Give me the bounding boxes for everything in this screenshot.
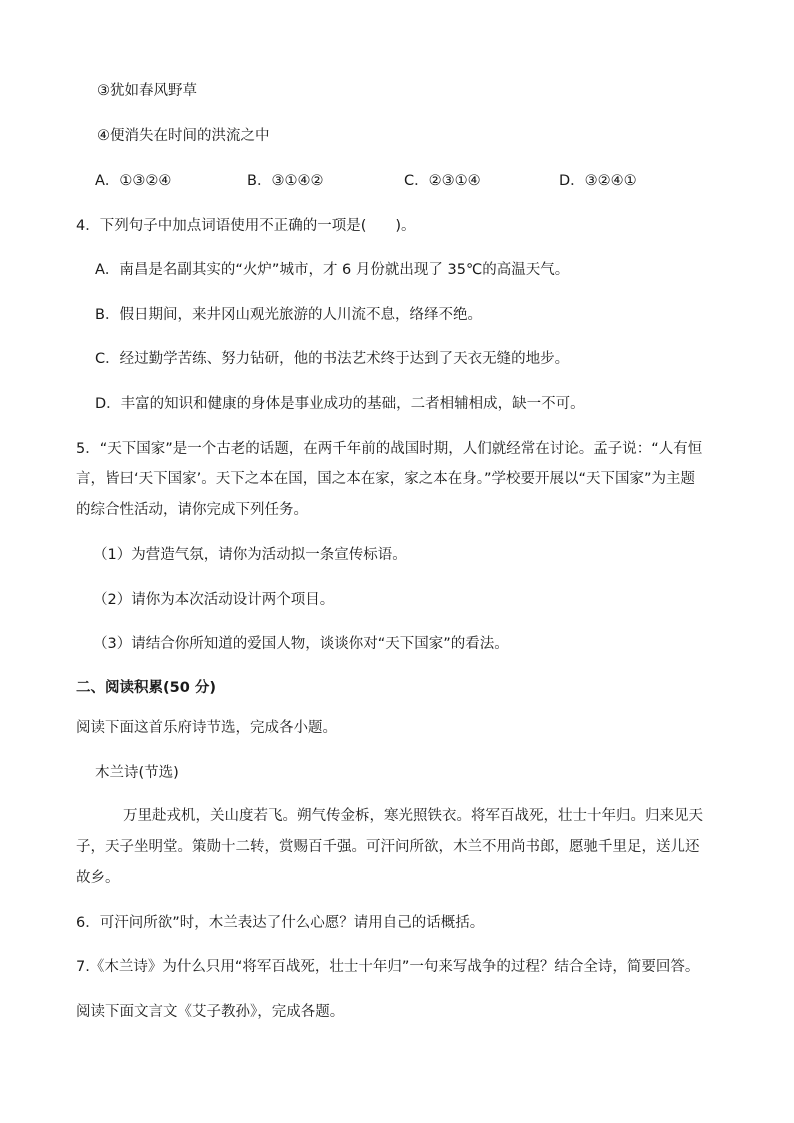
q3-option-c: C．②③①④ xyxy=(404,173,481,189)
question-6: 6．可汗问所欲”时，木兰表达了什么心愿？请用自己的话概括。 xyxy=(76,915,485,931)
poem-line-3: 故乡。 xyxy=(76,870,120,886)
q4-option-b: B．假日期间，来井冈山观光旅游的人川流不息，络绎不绝。 xyxy=(95,307,482,323)
q3-option-d: D．③②④① xyxy=(559,173,637,189)
poem-line-1: 万里赴戎机，关山度若飞。朔气传金柝，寒光照铁衣。将军百战死，壮士十年归。归来见天 xyxy=(123,808,703,824)
q3-option-b: B．③①④② xyxy=(247,173,324,189)
q5-task-1: （1）为营造气氛，请你为活动拟一条宣传标语。 xyxy=(93,547,407,563)
poem-title: 木兰诗(节选) xyxy=(95,765,179,781)
q5-stem-line-3: 的综合性活动，请你完成下列任务。 xyxy=(76,502,308,518)
question-7: 7.《木兰诗》为什么只用“将军百战死，壮士十年归”一句来写战争的过程？结合全诗，简要回答。 xyxy=(76,959,700,975)
q5-task-2: （2）请你为本次活动设计两个项目。 xyxy=(93,592,335,608)
q4-option-a: A．南昌是名副其实的“火炉”城市，才 6 月份就出现了 35℃的高温天气。 xyxy=(95,262,570,278)
q4-option-d: D．丰富的知识和健康的身体是事业成功的基础，二者相辅相成，缺一不可。 xyxy=(95,396,585,412)
section-intro: 阅读下面这首乐府诗节选，完成各小题。 xyxy=(76,720,337,736)
section-heading: 二、阅读积累(50 分) xyxy=(76,680,216,696)
q5-stem-line-1: 5．“天下国家”是一个古老的话题，在两千年前的战国时期，人们就经常在讨论。孟子说：“人有恒 xyxy=(76,441,703,457)
q5-stem-line-2: 言，皆曰‘天下国家’。天下之本在国，国之本在家，家之本在身。”学校要开展以“天下国家”为主题 xyxy=(76,471,696,487)
q3-option-a: A．①③②④ xyxy=(95,173,172,189)
poem-line-2: 子，天子坐明堂。策勋十二转，赏赐百千强。可汗问所欲，木兰不用尚书郎，愿驰千里足，送儿还 xyxy=(76,839,700,855)
q4-option-c: C．经过勤学苦练、努力钻研，他的书法艺术终于达到了天衣无缝的地步。 xyxy=(95,351,570,367)
q3-item-4: ④便消失在时间的洪流之中 xyxy=(97,128,270,144)
q5-task-3: （3）请结合你所知道的爱国人物，谈谈你对“天下国家”的看法。 xyxy=(93,636,509,652)
q4-stem: 4．下列句子中加点词语使用不正确的一项是( )。 xyxy=(76,218,416,234)
q3-item-3: ③犹如春风野草 xyxy=(97,83,197,99)
next-passage-intro: 阅读下面文言文《艾子教孙》，完成各题。 xyxy=(76,1004,345,1020)
